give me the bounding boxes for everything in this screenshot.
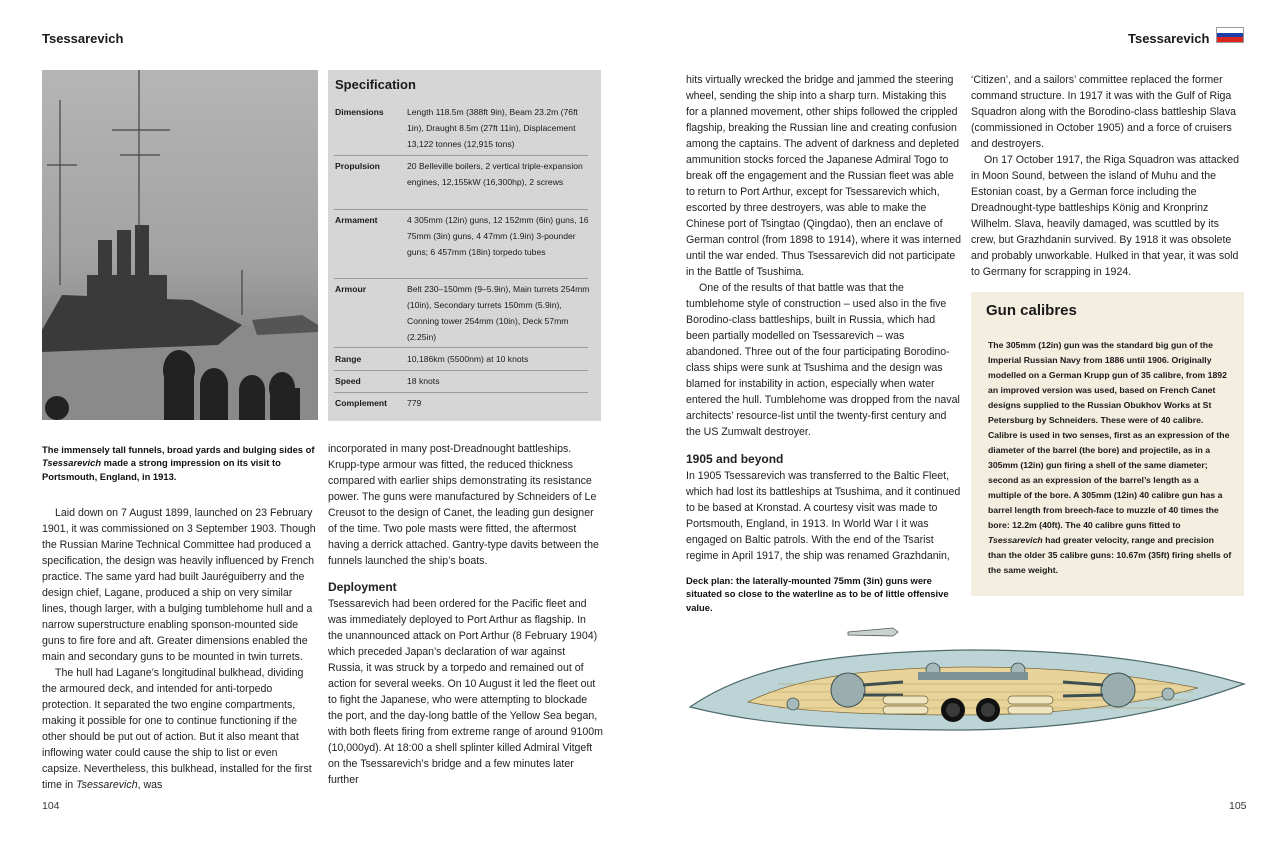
spec-label: Propulsion xyxy=(335,161,380,171)
spec-row-propulsion xyxy=(334,158,588,210)
spec-value: 4 305mm (12in) guns, 12 152mm (6in) guns, 16 75mm (3in) guns, 4 47mm (1.9in) 3-pounder guns; 6 457mm (18in) torpedo tubes xyxy=(407,215,589,257)
deck-plan-illustration xyxy=(688,622,1248,752)
spec-row-armament xyxy=(334,212,588,279)
spec-label: Complement xyxy=(335,398,388,408)
paragraph: hits virtually wrecked the bridge and jammed the steering wheel, sending the ship into a sharp turn. Mistaking this for a planned movement, other ships followed the crippled flagship, breaking the Russian line and creating confusion among the captains. The advent of darkness and depleted ammunition stocks forced the Japanese Admiral Togo to break off the engagement and the Russian fleet was able to return to Port Arthur, except for Tsessarevich which, escorted by three destroyers, was able to make the Chinese port of Tsingtao (Qingdao), then an enclave of German control (from 1898 to 1914), where it was interned until the war ended. Thus Tsessarevich did not participate in the Battle of Tsushima. xyxy=(686,74,961,278)
ship-boat-icon xyxy=(848,628,898,636)
paragraph: incorporated in many post-Dreadnought battleships. Krupp-type armour was fitted, the reduced thickness compared with earlier ships demonstrating its resistance power. The guns were manufactured by Schneiders of Le Creusot to the design of Canet, the leading gun designer of the time. Two pole masts were fitted, the aftermost having a derrick attached. Gantry-type davits between the funnels launched the ship’s boats. xyxy=(328,443,599,567)
spec-value: 10,186km (5500nm) at 10 knots xyxy=(407,354,529,364)
spec-label: Speed xyxy=(335,376,361,386)
page-number-left: 104 xyxy=(42,800,60,812)
paragraph: One of the results of that battle was that the tumblehome style of construction – used also in the five Borodino-class battleships, built in Russia, which had been partially modelled on Tsessarevich – was abandoned. Three out of the four participating Borodino-class ships were sunk at Tsushima and the design was blamed for instability in action, especially when water entered the hull. Tumblehome was dropped from the naval architects’ resource-list until the twenty-first century and the US Zumwalt destroyer. xyxy=(686,282,960,438)
spec-row-speed xyxy=(334,373,588,393)
paragraph: The hull had Lagane’s longitudinal bulkhead, dividing the armoured deck, and intended for anti-torpedo protection. It separated the two engine compartments, making it possible for one to continue functioning if the other should be put out of action. But it also meant that inflowing water could cause the ship to list or even capsize. Nevertheless, this bulkhead, installed for the first time in Tsessarevich, was xyxy=(42,667,312,791)
gun-calibres-sidebar xyxy=(971,292,1244,596)
page-number-right: 105 xyxy=(1229,800,1247,812)
ship-photo xyxy=(42,70,318,420)
section-heading-deployment: Deployment xyxy=(328,580,397,594)
spec-value: Length 118.5m (388ft 9in), Beam 23.2m (76ft 1in), Draught 8.5m (27ft 11in), Displacement 13,122 tonnes (12,915 tons) xyxy=(407,107,578,149)
running-head-left: Tsessarevich xyxy=(42,31,124,46)
spec-row-range xyxy=(334,351,588,371)
body-column-4 xyxy=(971,72,1246,280)
paragraph: Laid down on 7 August 1899, launched on 23 February 1901, it was commissioned on 3 September 1903. Though the Russian Marine Technical Committee had produced a specification, the design was heavily influenced by French practice. The same yard had built Jauréguiberry and the design chief, Lagane, produced a ship on very similar lines, though larger, with a bulging tumblehome hull and a narrow superstructure enabling sponson-mounted side guns to fire fore and aft. Greater dimensions enabled the main and secondary guns to be mounted in twin turrets. xyxy=(42,507,316,663)
paragraph: In 1905 Tsessarevich was transferred to the Baltic Fleet, which had lost its battleships at Tsushima, and it continued to be based at Kronstad. A courtesy visit was made to Portsmouth, England, in 1913. In World War I it was engaged on Baltic patrols. With the end of the Tsarist regime in April 1917, the ship was renamed Grazhdanin, xyxy=(686,470,961,562)
paragraph: ‘Citizen’, and a sailors’ committee replaced the former command structure. In 1917 it was with the Gulf of Riga Squadron along with the Borodino-class battleship Slava (commissioned in October 1905) and a force of cruisers and destroyers. xyxy=(971,74,1237,150)
section-heading-1905: 1905 and beyond xyxy=(686,452,784,466)
spec-row-complement xyxy=(334,395,588,415)
spec-value: 20 Belleville boilers, 2 vertical triple-expansion engines, 12,155kW (16,300hp), 2 screws xyxy=(407,161,583,187)
sidebar-title: Gun calibres xyxy=(986,302,1077,319)
spec-row-armour xyxy=(334,281,588,348)
paragraph: On 17 October 1917, the Riga Squadron was attacked in Moon Sound, between the island of Muhu and the Estonian coast, by a German force including the Dreadnought-type battleships König and Kronprinz Wilhelm. Slava, heavily damaged, was scuttled by its crew, but Grazhdanin survived. By 1918 it was obsolete and probably unworkable. Hulked in that year, it was sold to Germany for scrapping in 1924. xyxy=(971,154,1240,278)
body-column-3 xyxy=(686,72,961,564)
specification-title: Specification xyxy=(335,77,416,92)
spec-label: Armour xyxy=(335,284,367,294)
spec-label: Armament xyxy=(335,215,378,225)
spec-value: Belt 230–150mm (9–5.9in), Main turrets 254mm (10in), Secondary turrets 150mm (5.9in), Conning tower 254mm (10in), Deck 57mm (2.25in) xyxy=(407,284,590,342)
russian-flag-icon xyxy=(1216,27,1244,43)
spec-row-dimensions xyxy=(334,104,588,156)
photo-caption: The immensely tall funnels, broad yards and bulging sides of Tsessarevich made a strong impression on its visit to Portsmouth, England, in 1913. xyxy=(42,444,315,482)
spec-value: 18 knots xyxy=(407,376,440,386)
deck-plan-caption: Deck plan: the laterally-mounted 75mm (3in) guns were situated so close to the waterline as to be of little offensive value. xyxy=(686,575,949,613)
flag-stripe-red xyxy=(1217,37,1243,42)
spec-label: Range xyxy=(335,354,362,364)
specification-box xyxy=(328,70,601,421)
running-head-right: Tsessarevich xyxy=(1128,31,1210,46)
body-column-2 xyxy=(328,441,603,788)
paragraph: Tsessarevich had been ordered for the Pacific fleet and was immediately deployed to Port Arthur as flagship. In the unannounced attack on Port Arthur (8 February 1904) which preceded Japan’s declaration of war against Russia, it was struck by a torpedo and remained out of action for several weeks. On 10 August it led the fleet out to fight the Japanese, who were attempting to blockade the port, and the day-long battle of the Yellow Sea began, with both fleets firing from extreme range of around 9100m (10,000yd). At 18:00 a shell splinter killed Admiral Vitgeft on the Tsessarevich’s bridge and a few minutes later further xyxy=(328,598,603,786)
sidebar-body: The 305mm (12in) gun was the standard big gun of the Imperial Russian Navy from 1886 until 1906. Originally modelled on a German Krupp gun of 35 calibre, from 1892 an improved version was used, based on French Canet designs supplied to the Russian Obukhov Works at St Petersburg by Schneiders. These were of 40 calibre. Calibre is used in two senses, first as an expression of the diameter of the barrel (the bore) and projectile, as in a 305mm (12in) gun firing a shell of the same diameter; second as an expression of the barrel’s length as a multiple of the bore. A 305mm (12in) 40 calibre gun has a barrel length from breech-face to muzzle of 40 times the bore: 12.2m (40ft). The 40 calibre guns fitted to Tsessarevich had greater velocity, range and precision than the older 35 calibre guns: 10.67m (35ft) firing shells of the same weight. xyxy=(988,340,1232,575)
spec-label: Dimensions xyxy=(335,107,384,117)
spec-value: 779 xyxy=(407,398,422,408)
body-column-1 xyxy=(42,505,319,793)
